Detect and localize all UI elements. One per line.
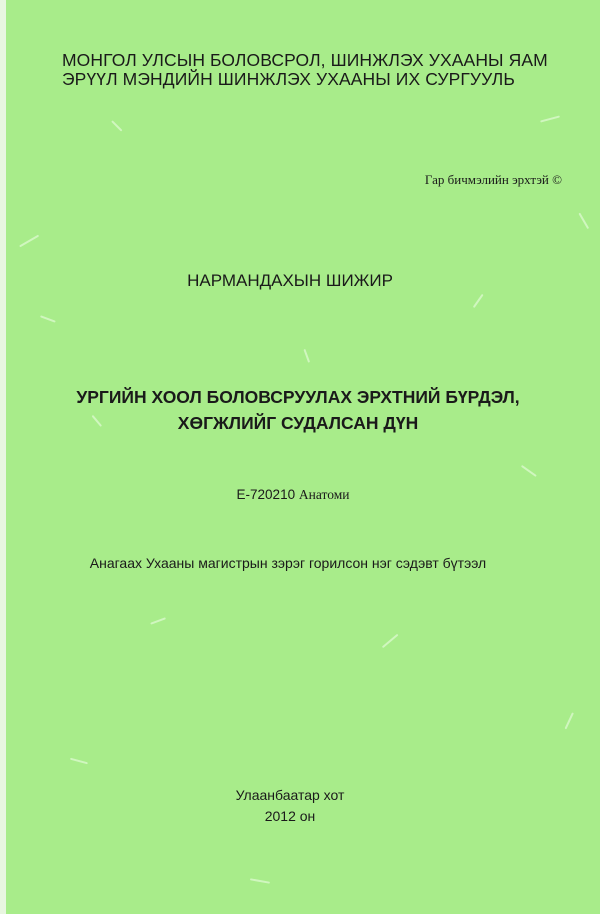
paper-fiber [40, 315, 56, 322]
author-name: НАРМАНДАХЫН ШИЖИР [187, 271, 393, 290]
paper-fiber [19, 235, 39, 247]
specialty-code: Е-720210 [236, 487, 296, 502]
city: Улаанбаатар хот [235, 787, 345, 803]
specialty [0, 487, 586, 503]
paper-fiber [304, 349, 310, 363]
degree-note: Анагаах Ухааны магистрын зэрэг горилсон нэг сэдэвт бүтээл [89, 555, 487, 571]
paper-fiber [70, 758, 88, 764]
paper-fiber [382, 634, 398, 648]
paper-fiber [521, 465, 537, 477]
paper-fiber [112, 120, 123, 131]
year: 2012 он [264, 808, 316, 824]
institution-line-1: МОНГОЛ УЛСЫН БОЛОВСРОЛ, ШИНЖЛЭХ УХААНЫ ЯАМ [62, 50, 548, 70]
paper-fiber [473, 294, 483, 308]
institution-line-2: ЭРҮҮЛ МЭНДИЙН ШИНЖЛЭХ УХААНЫ ИХ СУРГУУЛЬ [62, 69, 515, 89]
specialty-name: Анатоми [298, 487, 350, 502]
paper-fiber [150, 617, 166, 624]
rights-notice: Гар бичмэлийн эрхтэй © [424, 172, 562, 187]
paper-fiber [250, 878, 270, 883]
paper-fiber [579, 213, 589, 229]
thesis-title-line-1: УРГИЙН ХООЛ БОЛОВСРУУЛАХ ЭРХТНИЙ БҮРДЭЛ, [76, 387, 520, 407]
page-edge [0, 0, 6, 914]
thesis-title-line-2: ХӨГЖЛИЙГ СУДАЛСАН ДҮН [177, 413, 419, 433]
paper-fiber [540, 115, 560, 122]
paper-fiber [565, 712, 574, 729]
